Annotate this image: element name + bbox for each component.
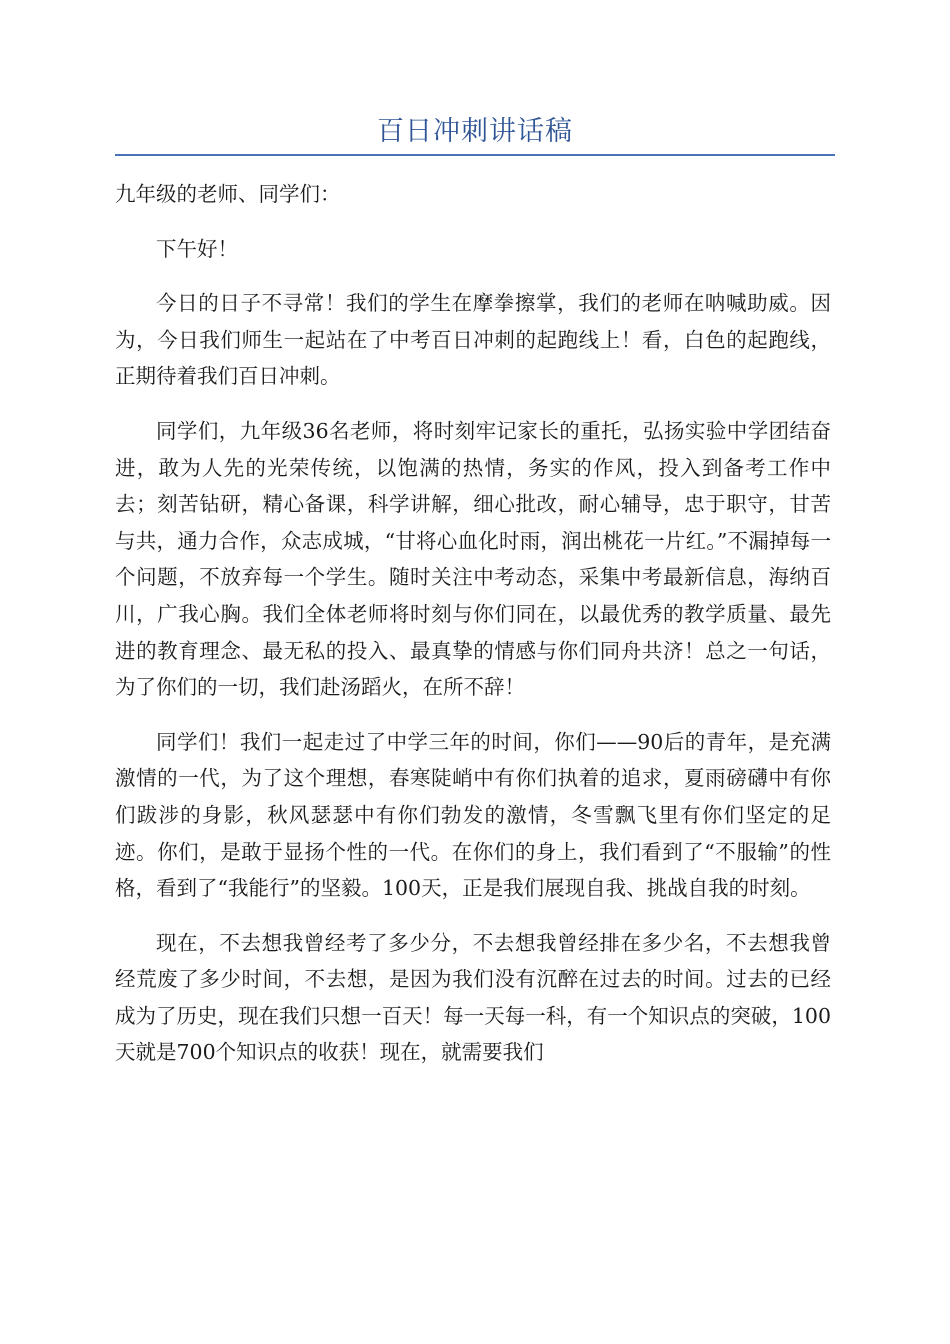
salutation: 九年级的老师、同学们： — [115, 182, 341, 206]
greeting: 下午好！ — [156, 236, 238, 261]
paragraph-2: 同学们，九年级36名老师，将时刻牢记家长的重托，弘扬实验中学团结奋进，敢为人先的光荣传统，以饱满的热情，务实的作风，投入到备考工作中去；刻苦钻研，精心备课，科学讲解，细心批改，耐心辅导，忠于职守，甘苦与共，通力合作，众志成城，“甘将心血化时雨，润出桃花一片红。”不漏掉每一个问题，不放弃每一个学生。随时关注中考动态，采集中考最新信息，海纳百川，广我心胸。我们全体老师将时刻与你们同在，以最优秀的教学质量、最先进的教育理念、最无私的投入、最真挚的情感与你们同舟共济！总之一句话，为了你们的一切，我们赴汤蹈火，在所不辞！ — [115, 418, 831, 700]
document-title: 百日冲刺讲话稿 — [377, 116, 573, 147]
paragraph-1: 今日的日子不寻常！我们的学生在摩拳擦掌，我们的老师在呐喊助威。因为，今日我们师生一起站在了中考百日冲刺的起跑线上！看，白色的起跑线，正期待着我们百日冲刺。 — [115, 291, 831, 389]
paragraph-3: 同学们！我们一起走过了中学三年的时间，你们——90后的青年，是充满激情的一代，为了这个理想，春寒陡峭中有你们执着的追求，夏雨磅礴中有你们跋涉的身影，秋风瑟瑟中有你们勃发的激情，冬雪飘飞里有你们坚定的足迹。你们，是敢于显扬个性的一代。在你们的身上，我们看到了“不服输”的性格，看到了“我能行”的坚毅。100天，正是我们展现自我、挑战自我的时刻。 — [115, 729, 831, 901]
title-underline — [115, 154, 835, 156]
document-body — [115, 176, 831, 1071]
paragraph-4: 现在，不去想我曾经考了多少分，不去想我曾经排在多少名，不去想我曾经荒废了多少时间，不去想，是因为我们没有沉醉在过去的时间。过去的已经成为了历史，现在我们只想一百天！每一天每一科，有一个知识点的突破，100天就是700个知识点的收获！现在，就需要我们 — [115, 930, 831, 1065]
